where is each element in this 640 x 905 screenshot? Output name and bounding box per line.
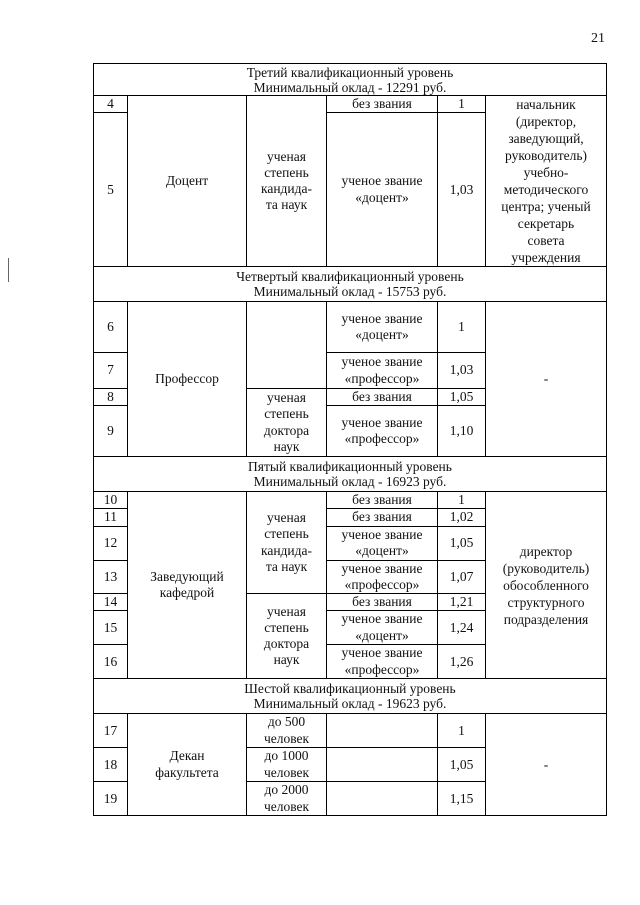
row-number: 13: [94, 560, 128, 593]
position-name: Заведующий кафедрой: [128, 492, 247, 679]
level-header: [94, 267, 607, 302]
note-cell: -: [486, 302, 607, 457]
degree-cell: ученая степень доктора наук: [247, 593, 327, 678]
note-cell: директор (руководитель) обособленного структурного подразделения: [486, 492, 607, 679]
academic-title-empty: [327, 782, 438, 816]
degree-cell: ученая степень кандида- та наук: [247, 492, 327, 594]
level-header: [94, 679, 607, 714]
academic-title: без звания: [327, 389, 438, 406]
academic-title: ученое звание «профессор»: [327, 353, 438, 389]
coefficient: 1: [438, 714, 486, 748]
row-number: 8: [94, 389, 128, 406]
coefficient: 1,24: [438, 611, 486, 645]
academic-title: ученое звание «доцент»: [327, 113, 438, 267]
academic-title: ученое звание «доцент»: [327, 611, 438, 645]
level-title: Четвертый квалификационный уровень: [236, 269, 464, 284]
coefficient: 1,03: [438, 353, 486, 389]
coefficient: 1: [438, 492, 486, 509]
note-cell: -: [486, 714, 607, 816]
coefficient: 1: [438, 302, 486, 353]
academic-title: без звания: [327, 509, 438, 526]
level-title: Третий квалификационный уровень: [246, 64, 454, 80]
academic-title: ученое звание «доцент»: [327, 302, 438, 353]
position-name: Доцент: [128, 96, 247, 267]
coefficient: 1,26: [438, 645, 486, 679]
row-number: 12: [94, 526, 128, 560]
coefficient: 1,03: [438, 113, 486, 267]
academic-title: ученое звание «профессор»: [327, 560, 438, 593]
academic-title-empty: [327, 714, 438, 748]
academic-title-empty: [327, 748, 438, 782]
level-salary: Минимальный оклад - 12291 руб.: [253, 79, 447, 95]
table-row: [94, 714, 607, 748]
row-number: 4: [94, 96, 128, 113]
student-count: до 500 человек: [247, 714, 327, 748]
level-header-row: [94, 267, 607, 302]
coefficient: 1,10: [438, 406, 486, 457]
level-header: [94, 457, 607, 492]
level-header-row: [94, 64, 607, 96]
level-salary: Минимальный оклад - 16923 руб.: [253, 474, 447, 490]
row-number: 19: [94, 782, 128, 816]
row-number: 11: [94, 509, 128, 526]
row-number: 16: [94, 645, 128, 679]
table-row: [94, 492, 607, 509]
coefficient: 1,02: [438, 509, 486, 526]
row-number: 17: [94, 714, 128, 748]
academic-title: ученое звание «доцент»: [327, 526, 438, 560]
level-salary: Минимальный оклад - 19623 руб.: [253, 696, 447, 712]
coefficient: 1,05: [438, 389, 486, 406]
note-cell: начальник (директор, заведующий, руководитель) учебно- методического центра; ученый секретарь совета учреждения: [486, 96, 607, 267]
table-row: [94, 302, 607, 353]
academic-title: ученое звание «профессор»: [327, 406, 438, 457]
level-salary: Минимальный оклад - 15753 руб.: [253, 284, 447, 299]
level-title: Пятый квалификационный уровень: [248, 459, 452, 475]
student-count: до 1000 человек: [247, 748, 327, 782]
level-header-row: [94, 457, 607, 492]
degree-cell: ученая степень доктора наук: [247, 389, 327, 457]
level-title: Шестой квалификационный уровень: [244, 681, 456, 697]
row-number: 14: [94, 593, 128, 610]
level-header-row: [94, 679, 607, 714]
row-number: 5: [94, 113, 128, 267]
row-number: 18: [94, 748, 128, 782]
margin-mark: [8, 258, 9, 282]
academic-title: без звания: [327, 96, 438, 113]
student-count: до 2000 человек: [247, 782, 327, 816]
page-number: 21: [591, 31, 605, 46]
degree-cell: ученая степень кандида- та наук: [247, 96, 327, 267]
coefficient: 1,05: [438, 526, 486, 560]
academic-title: без звания: [327, 492, 438, 509]
coefficient: 1: [438, 96, 486, 113]
academic-title: без звания: [327, 593, 438, 610]
row-number: 15: [94, 611, 128, 645]
position-name: Декан факультета: [128, 714, 247, 816]
coefficient: 1,21: [438, 593, 486, 610]
coefficient: 1,05: [438, 748, 486, 782]
qualification-table: [93, 63, 607, 816]
coefficient: 1,15: [438, 782, 486, 816]
degree-cell-empty: [247, 302, 327, 389]
row-number: 9: [94, 406, 128, 457]
level-header: [94, 64, 607, 96]
table-row: [94, 96, 607, 113]
row-number: 7: [94, 353, 128, 389]
coefficient: 1,07: [438, 560, 486, 593]
row-number: 6: [94, 302, 128, 353]
position-name: Профессор: [128, 302, 247, 457]
academic-title: ученое звание «профессор»: [327, 645, 438, 679]
row-number: 10: [94, 492, 128, 509]
